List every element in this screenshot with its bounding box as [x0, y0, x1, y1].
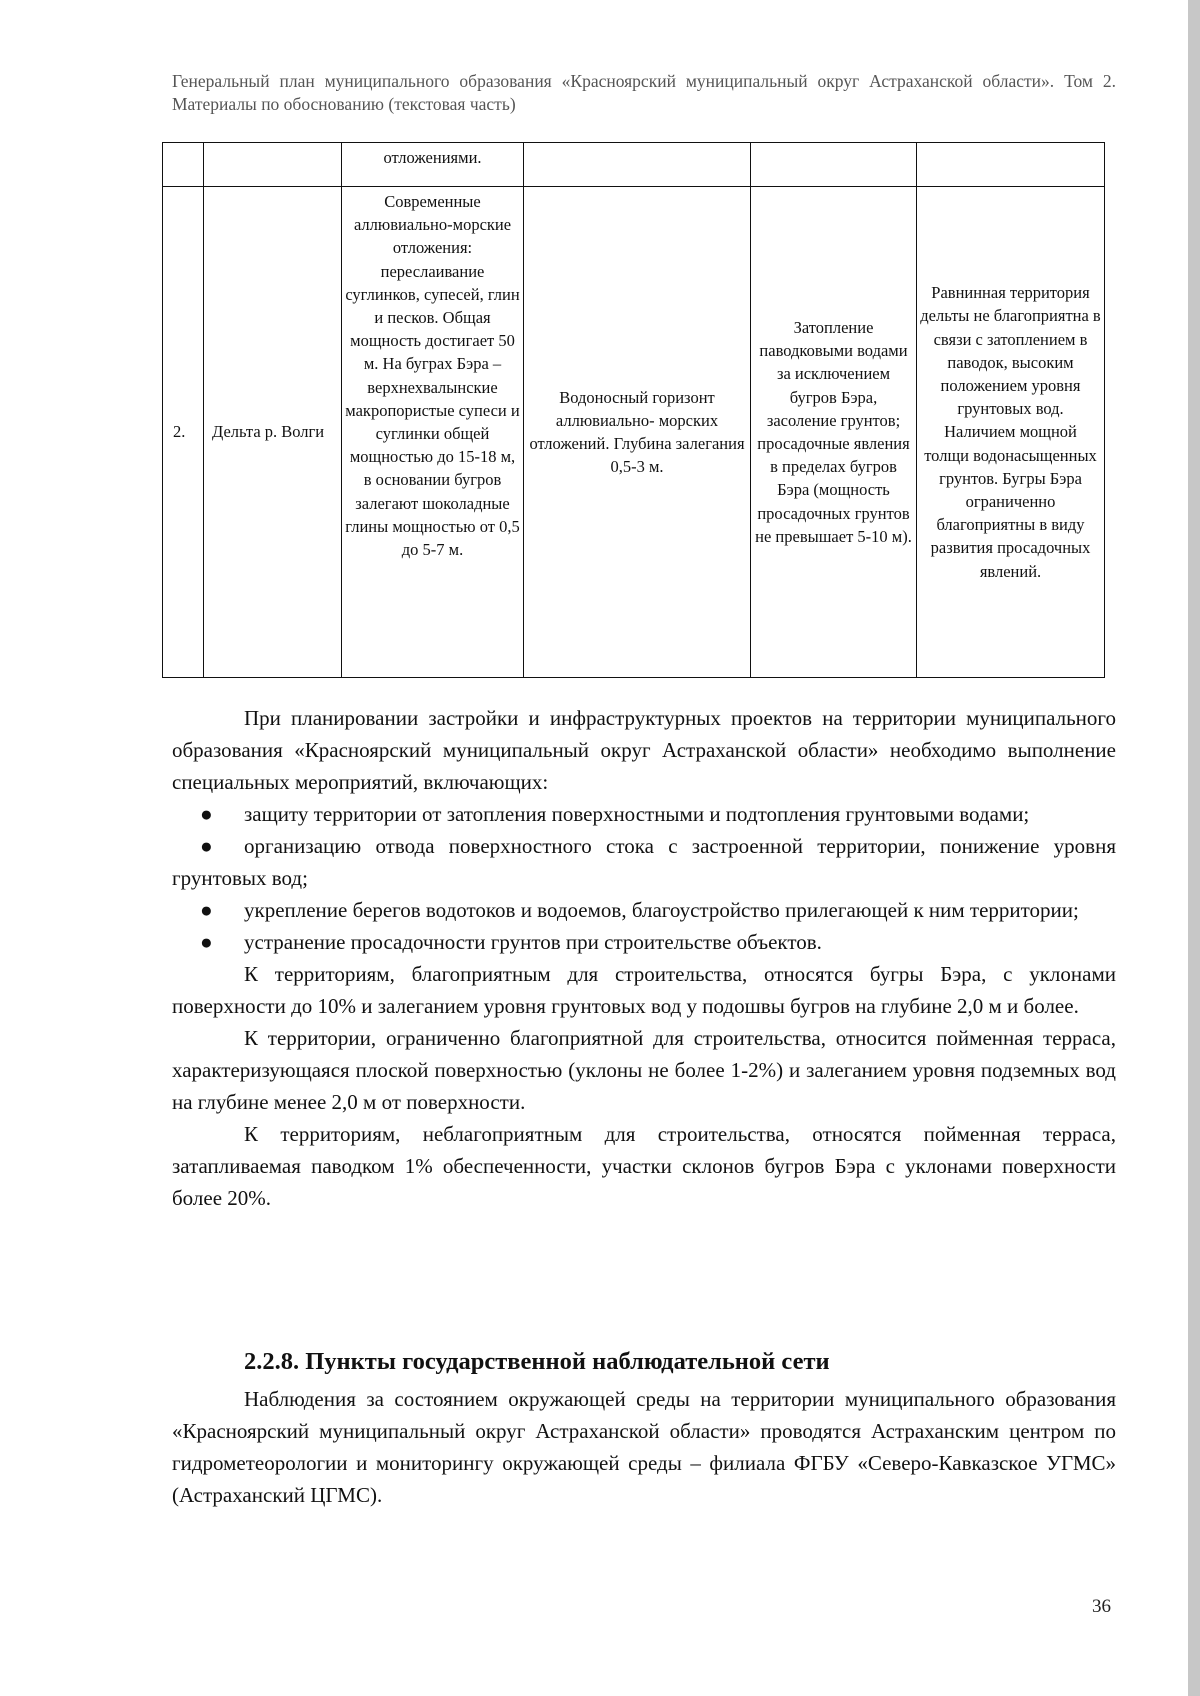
- list-item-text: укрепление берегов водотоков и водоемов, благоустройство прилегающей к ним территории;: [244, 898, 1079, 922]
- cell-processes: Затопление паводковыми водами за исключением бугров Бэра, засоление грунтов; просадочные явления в пределах бугров Бэра (мощность просадочных грунтов не превышает 5-10 м).: [751, 187, 917, 678]
- cell-assessment: Равнинная территория дельты не благоприятна в связи с затоплением в паводок, высоким положением уровня грунтовых вод. Наличием мощной толщи водонасыщенных грунтов. Бугры Бэра ограниченно благоприятны в виду развития просадочных явлений.: [917, 187, 1105, 678]
- cell-num: [163, 143, 204, 187]
- bullet-icon: ●: [200, 930, 213, 954]
- geology-table: [162, 142, 1105, 678]
- unfavorable-paragraph: К территориям, неблагоприятным для строительства, относятся пойменная терраса, затапливаемая паводком 1% обеспеченности, участки склонов бугров Бэра с уклонами поверхности более 20%.: [172, 1122, 1116, 1210]
- cell-groundwater: [524, 143, 751, 187]
- bullet-icon: ●: [200, 834, 213, 858]
- limited-paragraph: К территории, ограниченно благоприятной для строительства, относится пойменная терраса, характеризующаяся плоской поверхностью (уклоны не более 1-2%) и залеганием уровня подземных вод на глубине менее 2,0 м от поверхности.: [172, 1026, 1116, 1114]
- cell-processes: [751, 143, 917, 187]
- section-paragraph: Наблюдения за состоянием окружающей среды на территории муниципального образования «Красноярский муниципальный округ Астраханской области» проводятся Астраханским центром по гидрометеорологии и мониторингу окружающей среды – филиала ФГБУ «Северо-Кавказское УГМС» (Астраханский ЦГМС).: [172, 1387, 1116, 1507]
- cell-groundwater: Водоносный горизонт аллювиально- морских отложений. Глубина залегания 0,5-3 м.: [524, 187, 751, 678]
- list-item: [172, 894, 1116, 926]
- running-header: Генеральный план муниципального образования «Красноярский муниципальный округ Астраханской области». Том 2. Материалы по обоснованию (текстовая часть): [172, 71, 1116, 114]
- favorable-paragraph: К территориям, благоприятным для строительства, относятся бугры Бэра, с уклонами поверхности до 10% и залеганием уровня грунтовых вод у подошвы бугров на глубине 2,0 м и более.: [172, 962, 1116, 1018]
- list-item: [172, 798, 1116, 830]
- cell-assessment: [917, 143, 1105, 187]
- list-item-text: организацию отвода поверхностного стока с застроенной территории, понижение уровня грунтовых вод;: [172, 834, 1116, 890]
- page-number: 36: [1092, 1596, 1111, 1617]
- bullet-icon: ●: [200, 898, 213, 922]
- body-text: [172, 702, 1116, 1214]
- cell-zone: Дельта р. Волги: [204, 187, 342, 678]
- page-edge-strip: [1188, 0, 1200, 1696]
- list-item: [172, 830, 1116, 894]
- cell-zone: [204, 143, 342, 187]
- cell-num: 2.: [163, 187, 204, 678]
- list-item-text: защиту территории от затопления поверхностными и подтопления грунтовыми водами;: [244, 802, 1030, 826]
- list-item-text: устранение просадочности грунтов при строительстве объектов.: [244, 930, 822, 954]
- cell-soil: Современные аллювиально-морские отложения: переслаивание суглинков, супесей, глин и песков. Общая мощность достигает 50 м. На буграх Бэра – верхнехвалынские макропористые супеси и суглинки общей мощностью до 15-18 м, в основании бугров залегают шоколадные глины мощностью от 0,5 до 5-7 м.: [342, 187, 524, 678]
- table-row-volga-delta: [163, 187, 1105, 678]
- bullet-icon: ●: [200, 802, 213, 826]
- table-row-continuation: [163, 143, 1105, 187]
- intro-paragraph: При планировании застройки и инфраструктурных проектов на территории муниципального образования «Красноярский муниципальный округ Астраханской области» необходимо выполнение специальных мероприятий, включающих:: [172, 706, 1116, 794]
- cell-soil: отложениями.: [342, 143, 524, 187]
- section-body: [172, 1383, 1116, 1511]
- section-heading: 2.2.8. Пункты государственной наблюдательной сети: [244, 1348, 830, 1375]
- list-item: [172, 926, 1116, 958]
